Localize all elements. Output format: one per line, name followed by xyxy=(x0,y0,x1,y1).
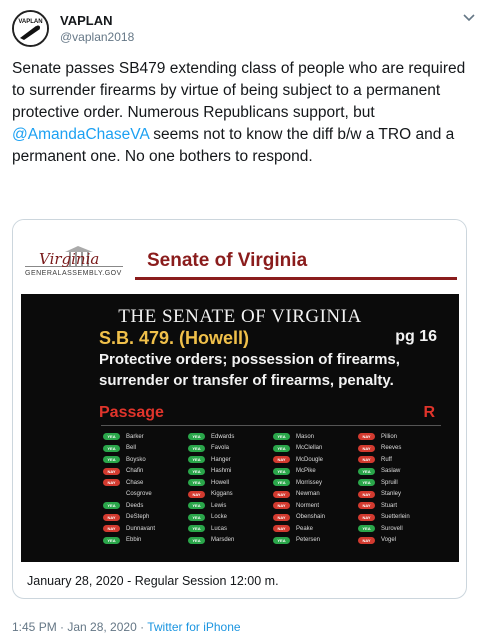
senator-name: Chafin xyxy=(126,468,144,475)
vote-badge: YEA xyxy=(103,433,120,440)
senator-name: Pillion xyxy=(381,433,398,440)
tweet-text xyxy=(12,58,474,168)
senator-vote-row xyxy=(273,431,358,443)
senator-name: Mason xyxy=(296,433,315,440)
senator-vote-row xyxy=(188,443,273,455)
senator-name: Ruff xyxy=(381,456,392,463)
vote-badge: NAY xyxy=(273,514,290,521)
senator-name: Morrissey xyxy=(296,479,323,486)
vote-badge: YEA xyxy=(358,525,375,532)
vote-status: Passage xyxy=(99,404,164,421)
senator-vote-row xyxy=(188,431,273,443)
roll-call-column xyxy=(103,431,188,546)
senator-vote-row xyxy=(358,500,443,512)
bill-number: S.B. 479. (Howell) xyxy=(99,328,250,348)
vote-badge: YEA xyxy=(188,433,205,440)
vote-badge: YEA xyxy=(103,537,120,544)
senator-name: Vogel xyxy=(381,537,397,544)
vote-badge: NAY xyxy=(358,514,375,521)
vote-result: R xyxy=(423,404,435,421)
media-card[interactable] xyxy=(12,219,467,599)
senator-name: Stanley xyxy=(381,491,402,498)
senator-vote-row xyxy=(188,477,273,489)
senator-name: Obenshain xyxy=(296,514,326,521)
media-caption: January 28, 2020 - Regular Session 12:00 m. xyxy=(27,574,279,588)
chevron-down-icon[interactable] xyxy=(461,12,477,24)
tweet-header xyxy=(12,10,481,50)
senator-name: Petersen xyxy=(296,537,321,544)
senator-vote-row xyxy=(273,512,358,524)
source-link[interactable]: Twitter for iPhone xyxy=(147,620,241,634)
board-divider xyxy=(101,425,441,426)
vote-badge: YEA xyxy=(358,479,375,486)
senator-name: Newman xyxy=(296,491,320,498)
vote-badge: NAY xyxy=(273,525,290,532)
senator-name: Hashmi xyxy=(211,468,232,475)
media-banner xyxy=(13,220,466,294)
vote-badge: YEA xyxy=(188,468,205,475)
avatar-logo-icon xyxy=(14,12,47,45)
senator-vote-row xyxy=(358,535,443,547)
author-name[interactable]: VAPLAN xyxy=(60,13,113,28)
mention-link[interactable]: @AmandaChaseVA xyxy=(12,126,149,143)
vote-badge: NAY xyxy=(358,456,375,463)
vote-badge: NAY xyxy=(358,502,375,509)
vote-badge: YEA xyxy=(273,537,290,544)
senator-vote-row xyxy=(103,466,188,478)
vote-board xyxy=(21,294,459,562)
vote-badge: YEA xyxy=(273,445,290,452)
senator-vote-row xyxy=(103,477,188,489)
senator-vote-row xyxy=(273,489,358,501)
roll-call-column xyxy=(273,431,358,546)
senator-name: Peake xyxy=(296,525,314,532)
senator-vote-row xyxy=(273,443,358,455)
senator-name: Cosgrove xyxy=(126,491,152,498)
senator-vote-row xyxy=(103,512,188,524)
timestamp[interactable]: 1:45 PM · Jan 28, 2020 · xyxy=(12,620,148,634)
vote-badge: NAY xyxy=(103,479,120,486)
roll-call-column xyxy=(188,431,273,546)
senator-name: Norment xyxy=(296,502,320,509)
banner-title: Senate of Virginia xyxy=(147,250,308,271)
senator-name: Howell xyxy=(211,479,230,486)
roll-call-grid xyxy=(103,431,443,559)
roll-call-column xyxy=(358,431,443,546)
vote-badge: NAY xyxy=(103,514,120,521)
vote-badge: YEA xyxy=(273,433,290,440)
vote-badge: YEA xyxy=(273,468,290,475)
senator-name: Marsden xyxy=(211,537,235,544)
senator-vote-row xyxy=(188,535,273,547)
senator-name: Locke xyxy=(211,514,228,521)
vote-badge: NAY xyxy=(358,433,375,440)
senator-name: DeSteph xyxy=(126,514,150,521)
vote-badge: YEA xyxy=(103,502,120,509)
senator-name: Kiggans xyxy=(211,491,233,498)
senator-vote-row xyxy=(358,512,443,524)
senator-vote-row xyxy=(103,500,188,512)
vote-badge: NAY xyxy=(103,525,120,532)
senator-name: Surovell xyxy=(381,525,403,532)
general-assembly-logo xyxy=(25,246,123,282)
senator-name: Dunnavant xyxy=(126,525,156,532)
senator-vote-row xyxy=(358,523,443,535)
vote-badge: YEA xyxy=(358,468,375,475)
senator-vote-row xyxy=(188,454,273,466)
vote-badge: YEA xyxy=(188,525,205,532)
senator-vote-row xyxy=(103,523,188,535)
senator-vote-row xyxy=(358,454,443,466)
vote-badge: NAY xyxy=(358,537,375,544)
senator-name: Bell xyxy=(126,445,137,452)
senator-vote-row xyxy=(273,466,358,478)
board-heading: THE SENATE OF VIRGINIA xyxy=(118,306,362,327)
tweet-text-part: Senate passes SB479 extending class of people who are required to surrender firearms by virtue of being subject to a permanent protective order. Numerous Republicans support, but xyxy=(12,60,466,121)
bill-description-line: Protective orders; possession of firearms, xyxy=(99,351,400,368)
senator-vote-row xyxy=(103,535,188,547)
vote-badge xyxy=(103,491,120,498)
vote-badge: NAY xyxy=(273,456,290,463)
avatar[interactable] xyxy=(12,10,49,47)
tweet-footer xyxy=(12,620,241,634)
senator-vote-row xyxy=(188,466,273,478)
vote-badge: YEA xyxy=(188,456,205,463)
senator-vote-row xyxy=(273,454,358,466)
vote-badge: NAY xyxy=(103,468,120,475)
senator-name: Barker xyxy=(126,433,144,440)
senator-name: Suetterlein xyxy=(381,514,410,521)
tweet-text-part: seems not to know the diff b/w a TRO and a permanent one. No one bothers to respond. xyxy=(12,126,455,165)
vote-badge: YEA xyxy=(188,502,205,509)
senator-name: Favola xyxy=(211,445,230,452)
vote-badge: NAY xyxy=(273,502,290,509)
senator-name: Stuart xyxy=(381,502,398,509)
vote-badge: YEA xyxy=(188,445,205,452)
senator-vote-row xyxy=(273,500,358,512)
vote-badge: YEA xyxy=(188,537,205,544)
senator-vote-row xyxy=(273,535,358,547)
vote-badge: NAY xyxy=(358,445,375,452)
senator-vote-row xyxy=(358,443,443,455)
senator-vote-row xyxy=(103,454,188,466)
vote-badge: YEA xyxy=(103,445,120,452)
bill-description-line: surrender or transfer of firearms, penalty. xyxy=(99,372,394,389)
senator-name: Chase xyxy=(126,479,144,486)
senator-name: Reeves xyxy=(381,445,402,452)
senator-vote-row xyxy=(188,512,273,524)
vote-badge: NAY xyxy=(358,491,375,498)
vote-badge: YEA xyxy=(188,479,205,486)
senator-name: Boysko xyxy=(126,456,146,463)
senator-vote-row xyxy=(358,466,443,478)
senator-name: McClellan xyxy=(296,445,323,452)
bill-description xyxy=(99,349,439,391)
senator-vote-row xyxy=(273,523,358,535)
senator-name: Spruill xyxy=(381,479,398,486)
senator-name: Deeds xyxy=(126,502,144,509)
senator-vote-row xyxy=(188,489,273,501)
senator-vote-row xyxy=(188,500,273,512)
senator-vote-row xyxy=(103,431,188,443)
senator-name: McDougle xyxy=(296,456,324,463)
senator-vote-row xyxy=(358,477,443,489)
senator-name: Saslaw xyxy=(381,468,401,475)
senator-name: Lucas xyxy=(211,525,228,532)
senator-vote-row xyxy=(358,489,443,501)
senator-name: Edwards xyxy=(211,433,235,440)
svg-text:VAPLAN: VAPLAN xyxy=(18,19,43,25)
seal-domain: GENERALASSEMBLY.GOV xyxy=(25,270,122,277)
senator-vote-row xyxy=(188,523,273,535)
vote-badge: YEA xyxy=(273,479,290,486)
page-number: pg 16 xyxy=(395,328,437,345)
vote-badge: NAY xyxy=(188,491,205,498)
senator-name: Hanger xyxy=(211,456,231,463)
author-handle[interactable]: @vaplan2018 xyxy=(60,30,135,44)
vote-badge: YEA xyxy=(188,514,205,521)
vote-badge: NAY xyxy=(273,491,290,498)
senator-vote-row xyxy=(273,477,358,489)
senator-name: Lewis xyxy=(211,502,227,509)
senator-vote-row xyxy=(358,431,443,443)
senator-name: McPike xyxy=(296,468,316,475)
vote-badge: YEA xyxy=(103,456,120,463)
senator-vote-row xyxy=(103,443,188,455)
senator-vote-row xyxy=(103,489,188,501)
senator-name: Ebbin xyxy=(126,537,142,544)
seal-script: Virginia xyxy=(39,250,100,268)
banner-divider xyxy=(135,277,457,280)
